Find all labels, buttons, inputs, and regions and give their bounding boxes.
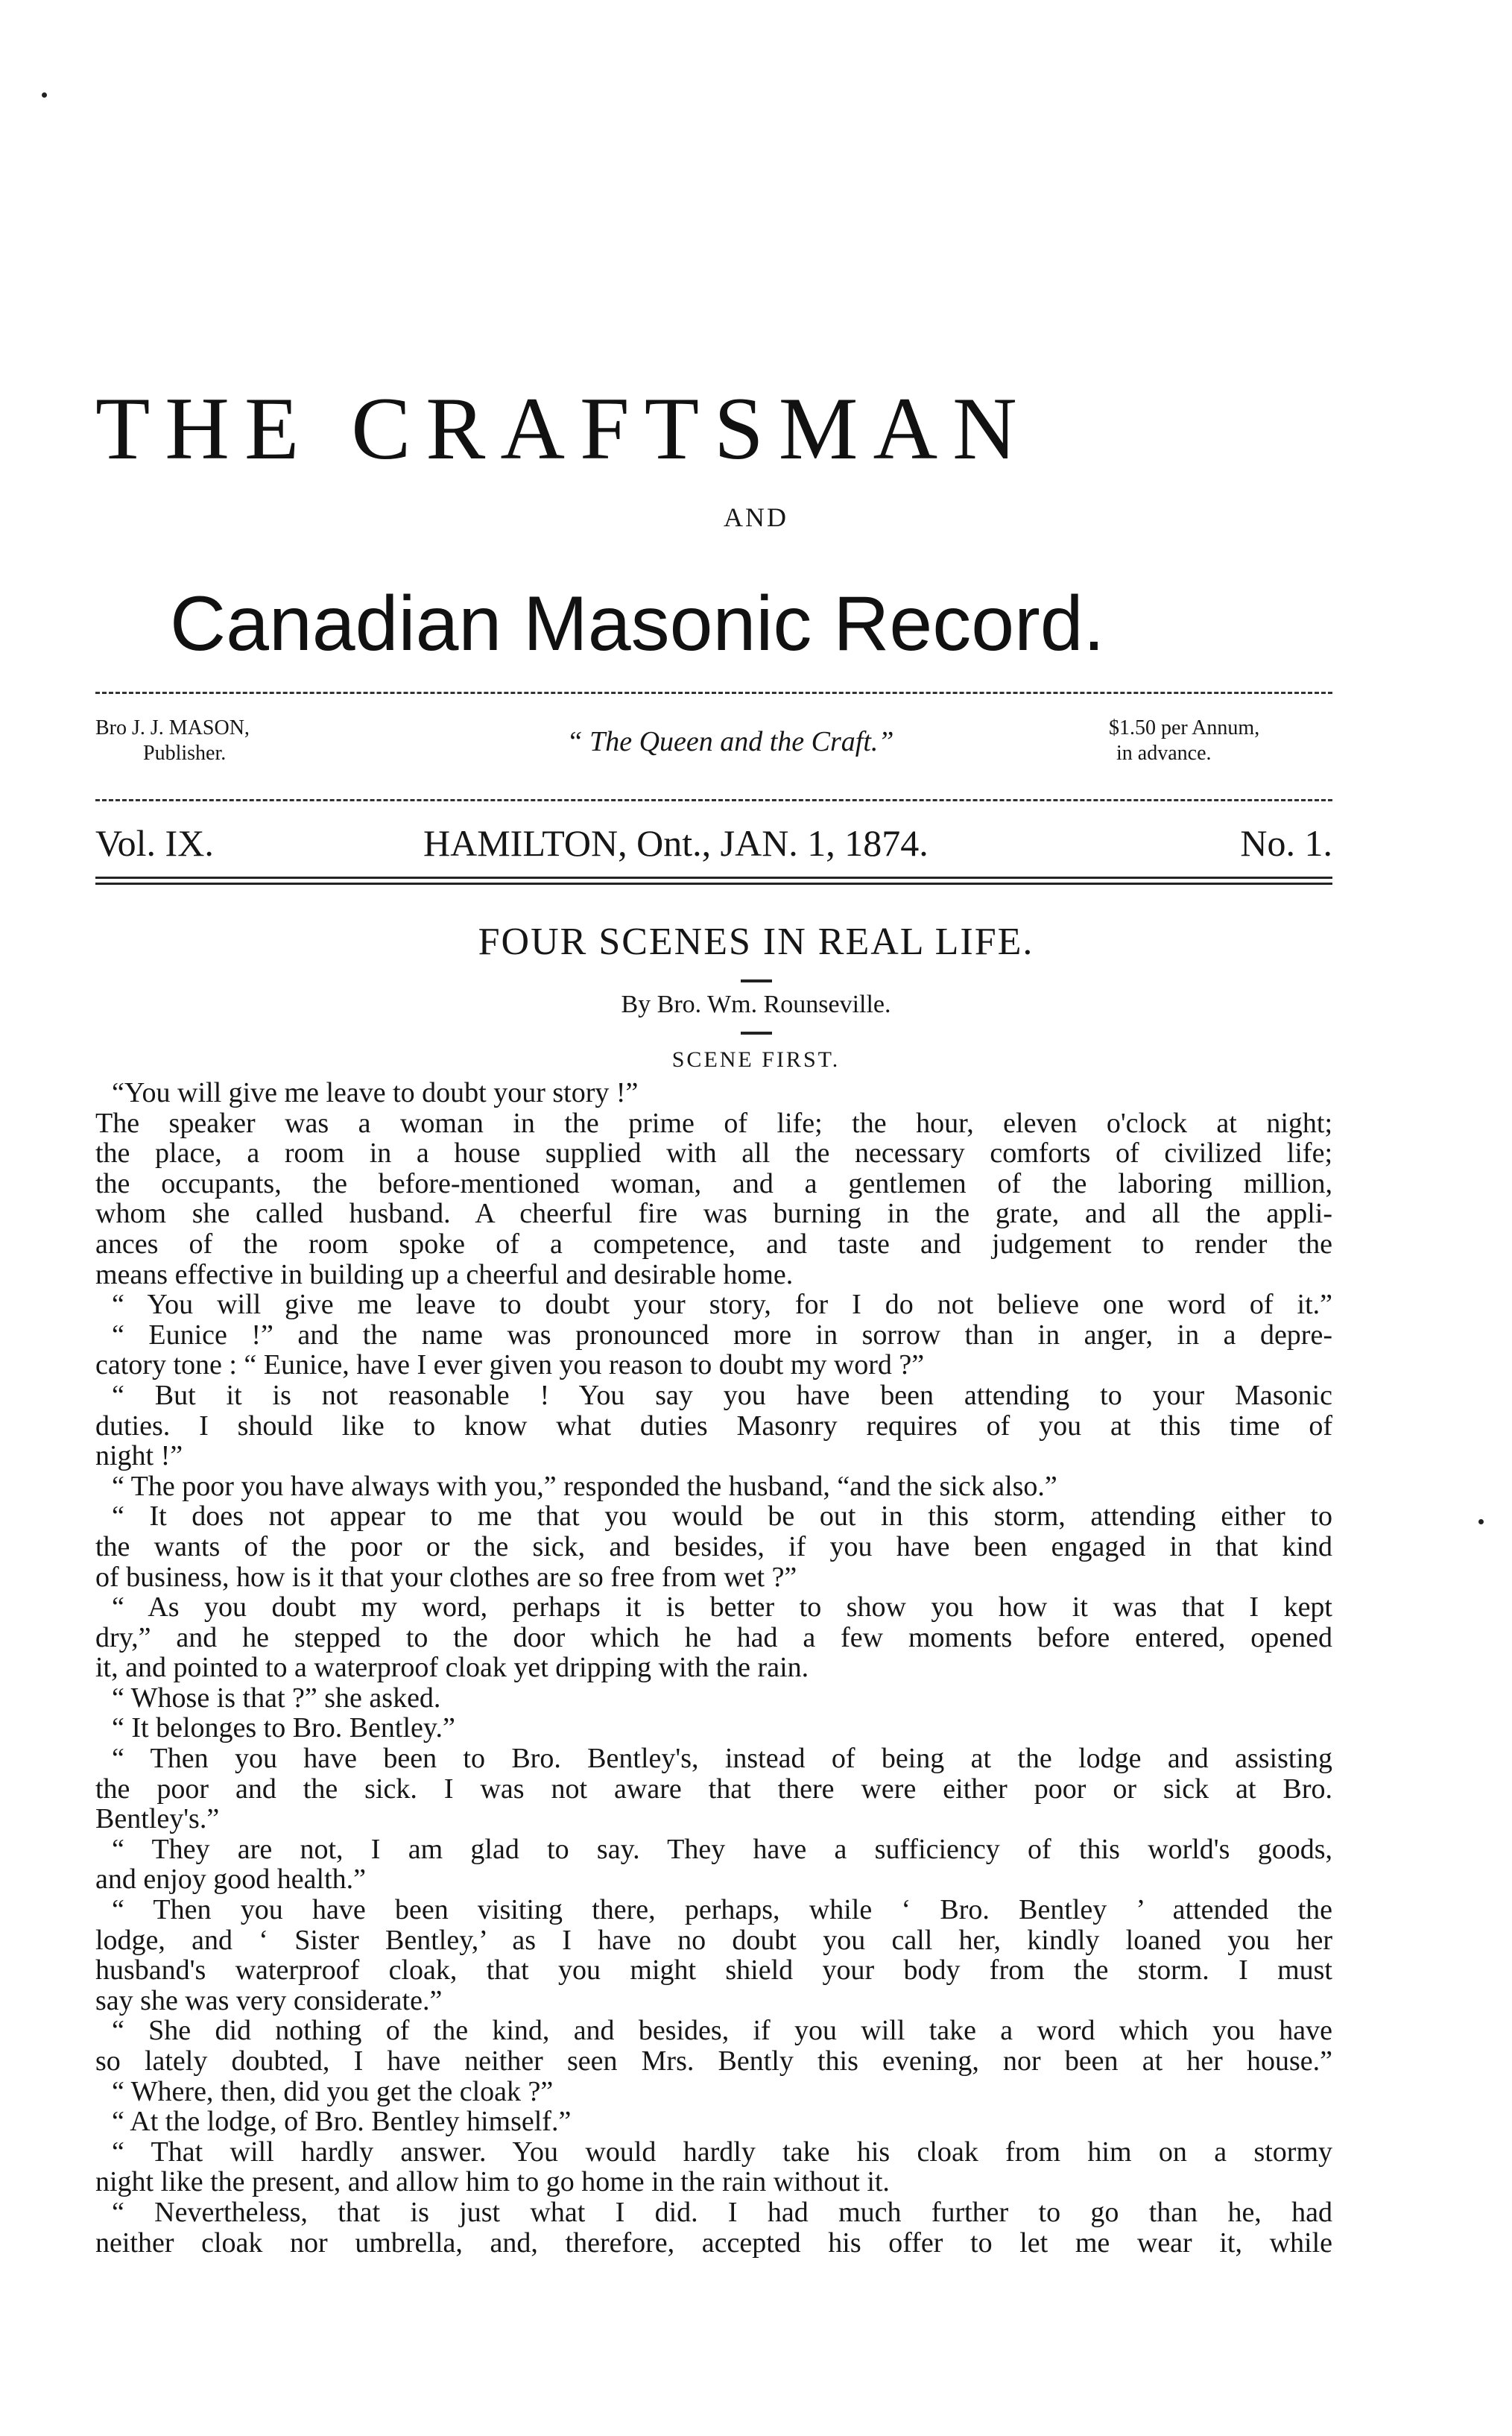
article-line: “ The poor you have always with you,” responded the husband, “and the sick also.” [112, 1471, 1057, 1502]
place-and-date: HAMILTON, Ont., JAN. 1, 1874. [423, 822, 929, 864]
article-line: the wants of the poor or the sick, and besides, if you have been engaged in that kind [95, 1531, 1332, 1562]
article-line: “ Nevertheless, that is just what I did. I had much further to go than he, had [112, 2197, 1332, 2228]
dateline-rule-2 [95, 883, 1332, 885]
article-line: catory tone : “ Eunice, have I ever given you reason to doubt my word ?” [95, 1350, 925, 1380]
article-line: The speaker was a woman in the prime of life; the hour, eleven o'clock at night; [95, 1108, 1332, 1139]
article-line: night !” [95, 1441, 183, 1471]
publisher-name: Bro J. J. MASON, [95, 716, 250, 739]
article-line: “ Then you have been to Bro. Bentley's, instead of being at the lodge and assisting [112, 1744, 1332, 1774]
article-line: duties. I should like to know what duties Masonry requires of you at this time of [95, 1410, 1332, 1442]
margin-ink-dot [1478, 1519, 1484, 1524]
article-line: the poor and the sick. I was not aware that there were either poor or sick at Bro. [95, 1773, 1332, 1805]
subscription-block [1109, 716, 1332, 766]
article-line: so lately doubted, I have neither seen Mrs. Bently this evening, nor been at her house.” [95, 2046, 1332, 2077]
article-line: “ Then you have been visiting there, perhaps, while ‘ Bro. Bentley ’ attended the [112, 1895, 1332, 1925]
issue-number: No. 1. [1240, 822, 1332, 864]
article-line: night like the present, and allow him to go home in the rain without it. [95, 2167, 890, 2197]
article-line: the place, a room in a house supplied with all the necessary comforts of civilized life; [95, 1138, 1332, 1169]
byline-dash [741, 1032, 772, 1035]
article-line: “ Where, then, did you get the cloak ?” [112, 2076, 554, 2107]
article-line: “ But it is not reasonable ! You say you have been attending to your Masonic [112, 1380, 1332, 1411]
article-title: FOUR SCENES IN REAL LIFE. [478, 921, 1034, 963]
article-line: “You will give me leave to doubt your story !” [112, 1078, 639, 1108]
publisher-role: Publisher. [143, 742, 227, 765]
article-line: dry,” and he stepped to the door which he had a few moments before entered, opened [95, 1622, 1332, 1653]
article-line: husband's waterproof cloak, that you might shield your body from the storm. I must [95, 1955, 1332, 1986]
stray-ink-dot [42, 92, 47, 98]
publisher-block [95, 716, 423, 766]
masthead-conjunction: AND [724, 502, 788, 532]
article-line: ances of the room spoke of a competence, and taste and judgement to render the [95, 1228, 1332, 1260]
article-line: whom she called husband. A cheerful fire was burning in the grate, and all the appli- [95, 1199, 1332, 1229]
article-line: of business, how is it that your clothes are so free from wet ?” [95, 1562, 797, 1593]
article-line: “ They are not, I am glad to say. They have a sufficiency of this world's goods, [112, 1834, 1332, 1865]
masthead-rule-middle [95, 799, 1332, 801]
article-line: and enjoy good health.” [95, 1864, 367, 1896]
article-line: “ She did nothing of the kind, and besides, if you will take a word which you have [112, 2016, 1332, 2046]
article-line: “ That will hardly answer. You would hardly take his cloak from him on a stormy [112, 2136, 1332, 2168]
article-line: neither cloak nor umbrella, and, therefore, accepted his offer to let me wear it, while [95, 2227, 1332, 2259]
article-line: “ At the lodge, of Bro. Bentley himself.” [112, 2107, 572, 2137]
masthead-title: THE CRAFTSMAN [95, 379, 1032, 478]
subscription-price: $1.50 per Annum, [1109, 716, 1260, 739]
article-line: “ It does not appear to me that you would be out in this storm, attending either to [112, 1501, 1332, 1532]
article-body [95, 1078, 1332, 2258]
article-line: Bentley's.” [95, 1804, 220, 1834]
article-line: lodge, and ‘ Sister Bentley,’ as I have no doubt you call her, kindly loaned you her [95, 1925, 1332, 1956]
scene-heading: SCENE FIRST. [671, 1047, 841, 1072]
article-line: “ Eunice !” and the name was pronounced more in sorrow than in anger, in a depre- [112, 1319, 1332, 1351]
article-line: “ It belonges to Bro. Bentley.” [112, 1713, 455, 1744]
masthead-subtitle: Canadian Masonic Record. [170, 581, 1105, 667]
dateline-rule-1 [95, 877, 1332, 879]
article-line: means effective in building up a cheerful and desirable home. [95, 1259, 794, 1290]
title-dash [741, 979, 772, 982]
subscription-terms: in advance. [1116, 742, 1212, 765]
article-line: the occupants, the before-mentioned woman, and a gentlemen of the laboring million, [95, 1168, 1332, 1199]
article-line: “ You will give me leave to doubt your story, for I do not believe one word of it.” [112, 1290, 1332, 1320]
masthead-rule-top [95, 692, 1332, 694]
article-line: “ As you doubt my word, perhaps it is better to show you how it was that I kept [112, 1592, 1332, 1623]
article-line: say she was very considerate.” [95, 1985, 443, 2016]
volume-number: Vol. IX. [95, 822, 214, 864]
article-line: “ Whose is that ?” she asked. [112, 1682, 441, 1714]
article-line: it, and pointed to a waterproof cloak yet dripping with the rain. [95, 1653, 809, 1683]
masthead-motto: “ The Queen and the Craft.” [566, 726, 894, 757]
article-byline: By Bro. Wm. Rounseville. [621, 991, 891, 1018]
dateline [95, 817, 1332, 869]
